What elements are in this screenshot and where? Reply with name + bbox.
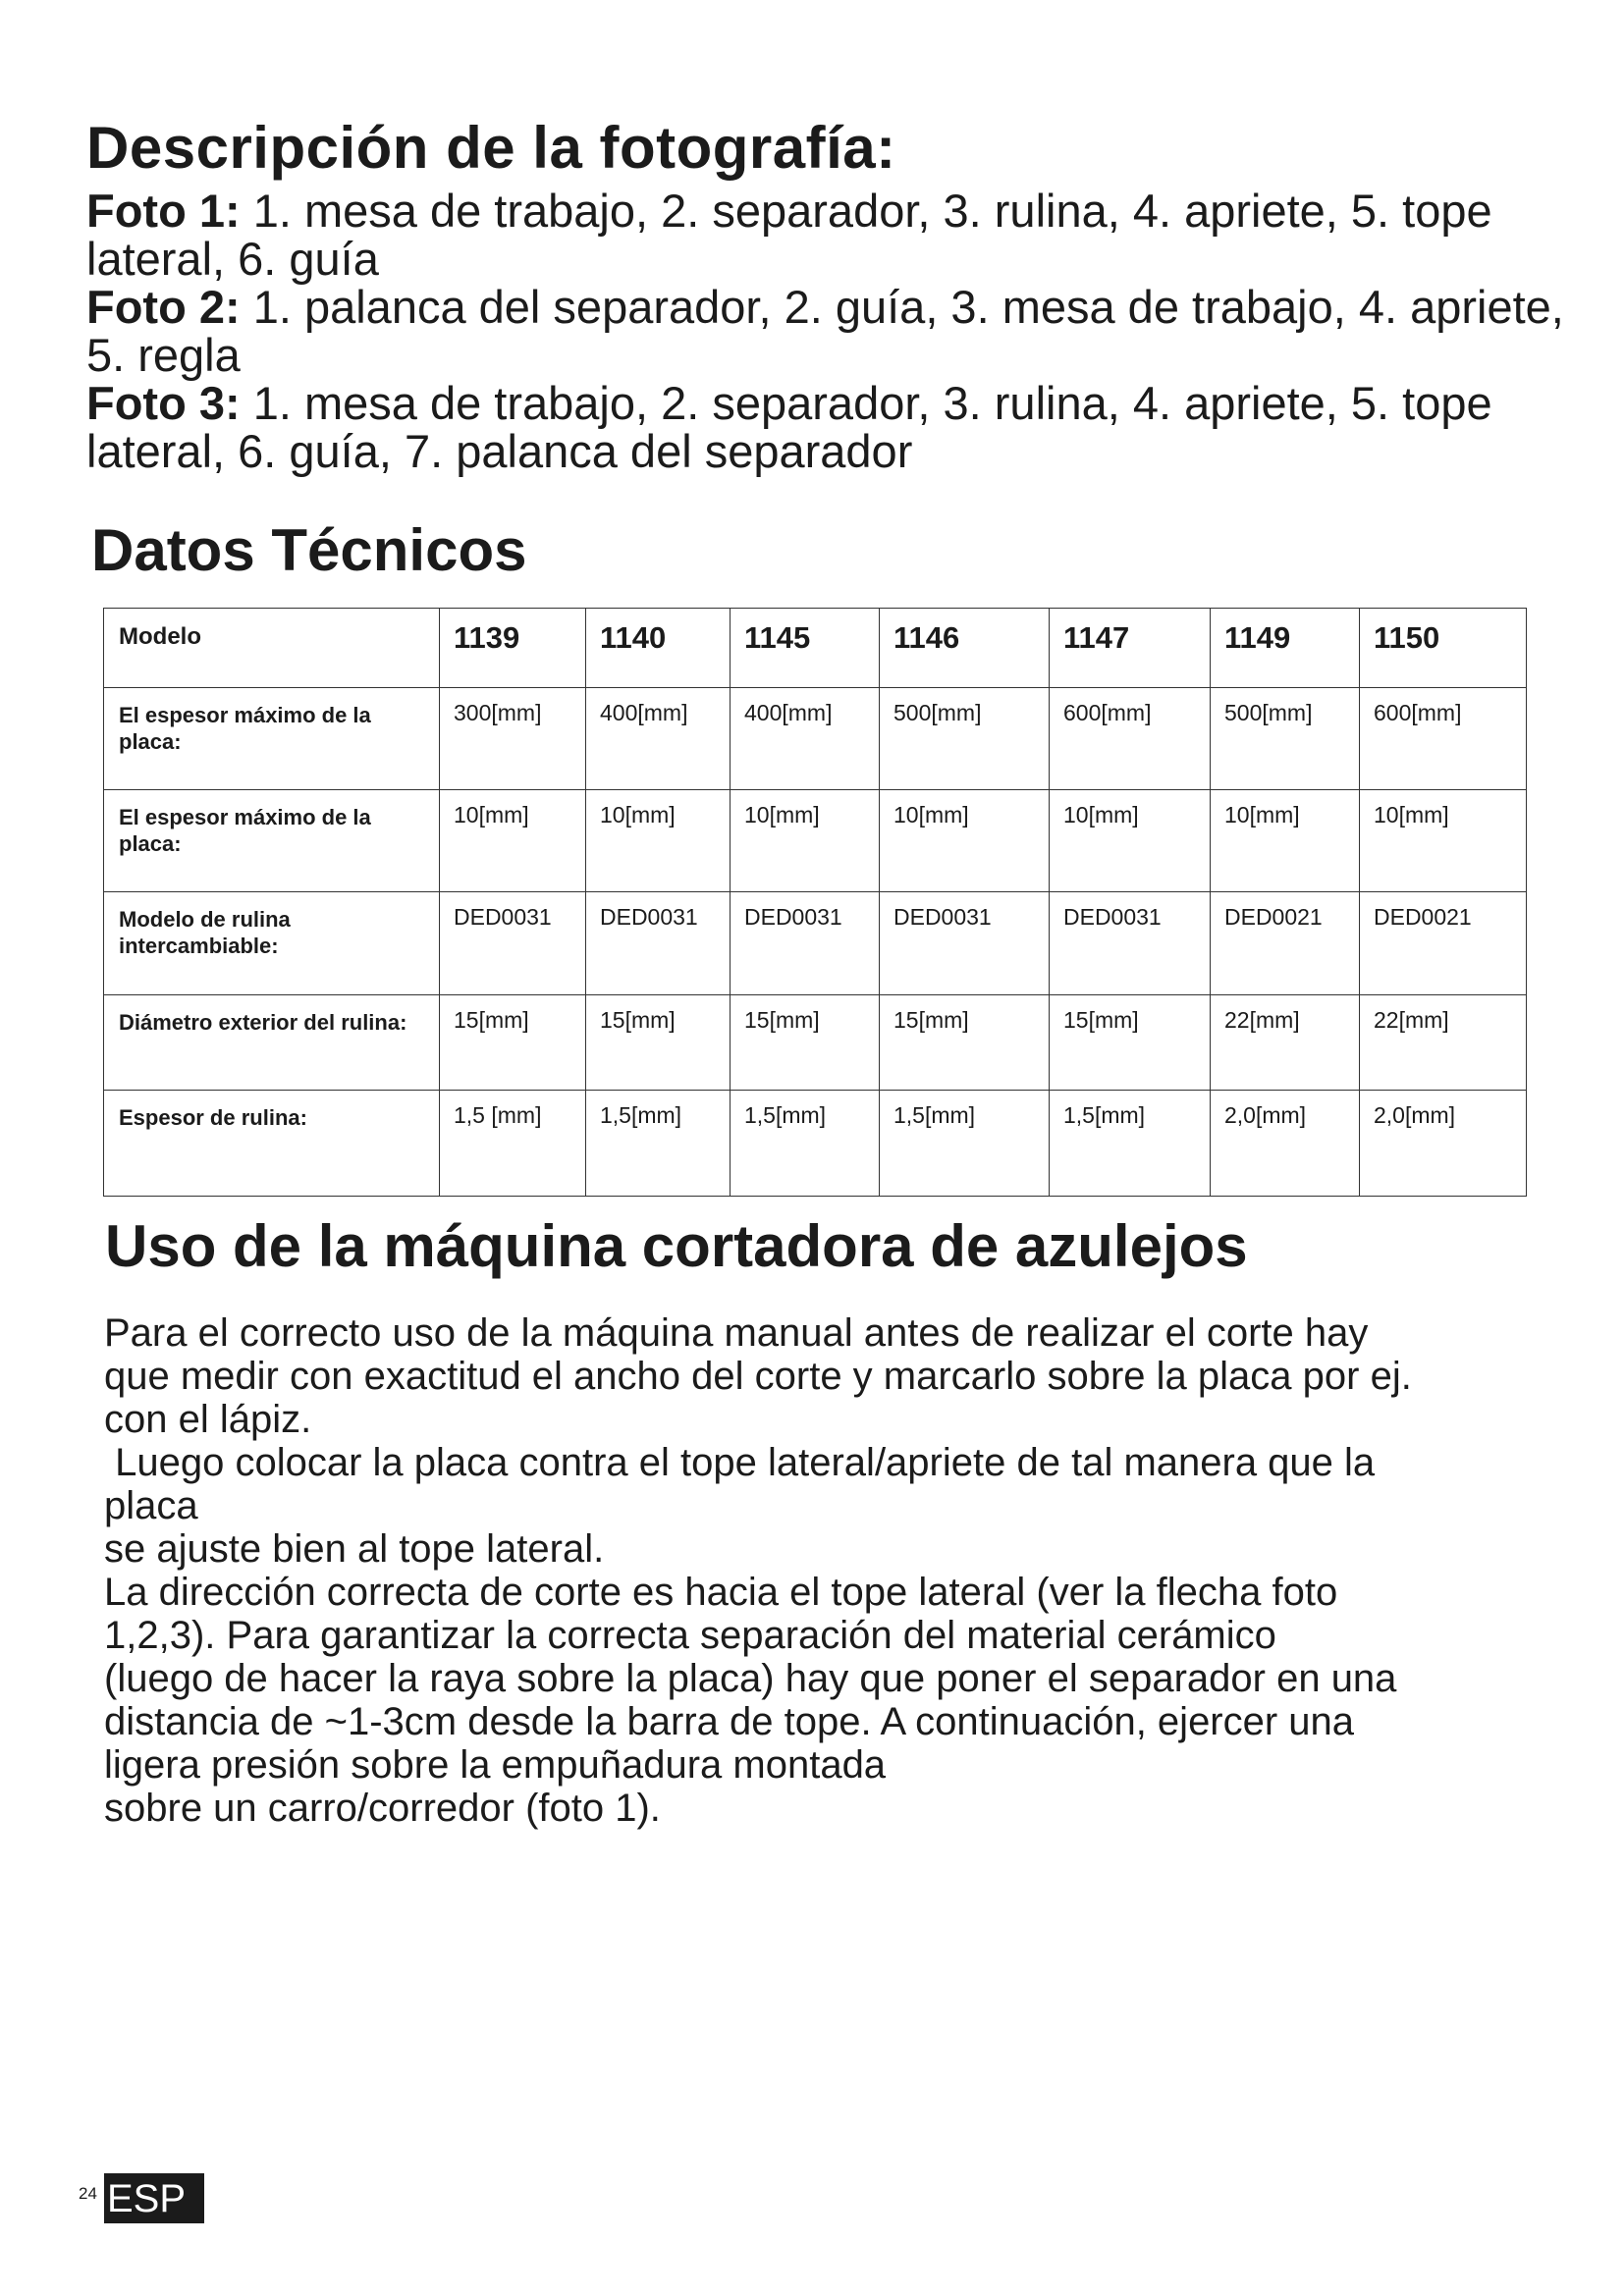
usage-line: 1,2,3). Para garantizar la correcta separación del material cerámico xyxy=(104,1614,1276,1657)
table-cell: 500[mm] xyxy=(880,688,1050,790)
table-cell: 22[mm] xyxy=(1211,995,1360,1091)
table-cell: 600[mm] xyxy=(1050,688,1211,790)
table-cell: 10[mm] xyxy=(1211,790,1360,892)
usage-line: ligera presión sobre la empuñadura montada xyxy=(104,1743,887,1787)
table-cell: 15[mm] xyxy=(1050,995,1211,1091)
table-row xyxy=(104,1091,1527,1197)
photo-description-title: Descripción de la fotografía: xyxy=(86,115,896,181)
table-cell: 300[mm] xyxy=(440,688,586,790)
page-number: 24 xyxy=(79,2184,97,2203)
table-cell: 15[mm] xyxy=(731,995,880,1091)
table-cell: 600[mm] xyxy=(1360,688,1527,790)
table-cell: DED0031 xyxy=(880,892,1050,995)
table-cell: 15[mm] xyxy=(586,995,731,1091)
row-label: Modelo de rulina intercambiable: xyxy=(104,892,440,995)
row-label: El espesor máximo de la placa: xyxy=(104,688,440,790)
model-cell: 1149 xyxy=(1211,609,1360,688)
usage-line: Luego colocar la placa contra el tope lateral/apriete de tal manera que la xyxy=(104,1441,1376,1484)
photo-line xyxy=(86,283,1598,331)
tech-data-title: Datos Técnicos xyxy=(91,517,527,583)
photo-text: lateral, 6. guía xyxy=(86,233,379,285)
table-cell: 10[mm] xyxy=(731,790,880,892)
table-cell: DED0031 xyxy=(731,892,880,995)
table-cell: 2,0[mm] xyxy=(1360,1091,1527,1197)
photo-description xyxy=(86,187,1598,475)
table-row xyxy=(104,995,1527,1091)
model-header-label: Modelo xyxy=(104,609,440,688)
usage-line: (luego de hacer la raya sobre la placa) hay que poner el separador en una xyxy=(104,1657,1397,1700)
table-cell: 1,5 [mm] xyxy=(440,1091,586,1197)
usage-line: distancia de ~1-3cm desde la barra de tope. A continuación, ejercer una xyxy=(104,1700,1355,1743)
table-cell: 10[mm] xyxy=(1360,790,1527,892)
table-cell: 10[mm] xyxy=(1050,790,1211,892)
table-cell: 22[mm] xyxy=(1360,995,1527,1091)
table-cell: DED0021 xyxy=(1211,892,1360,995)
usage-line: Para el correcto uso de la máquina manual antes de realizar el corte hay xyxy=(104,1311,1369,1355)
usage-title: Uso de la máquina cortadora de azulejos xyxy=(105,1213,1248,1279)
table-cell: 400[mm] xyxy=(586,688,731,790)
table-cell: 1,5[mm] xyxy=(586,1091,731,1197)
usage-line: sobre un carro/corredor (foto 1). xyxy=(104,1787,661,1830)
table-cell: 10[mm] xyxy=(440,790,586,892)
table-cell: 15[mm] xyxy=(440,995,586,1091)
table-row xyxy=(104,892,1527,995)
table-row xyxy=(104,790,1527,892)
usage-text xyxy=(104,1311,1547,1830)
table-header-row xyxy=(104,609,1527,688)
model-cell: 1147 xyxy=(1050,609,1211,688)
photo-line xyxy=(86,235,1598,283)
table-cell: DED0021 xyxy=(1360,892,1527,995)
table-cell: DED0031 xyxy=(586,892,731,995)
usage-line: se ajuste bien al tope lateral. xyxy=(104,1527,605,1571)
photo-text: 1. mesa de trabajo, 2. separador, 3. rulina, 4. apriete, 5. tope xyxy=(240,185,1492,237)
usage-line: con el lápiz. xyxy=(104,1398,312,1441)
table-cell: 1,5[mm] xyxy=(1050,1091,1211,1197)
photo-line xyxy=(86,379,1598,427)
language-badge: ESP xyxy=(104,2173,204,2223)
model-cell: 1150 xyxy=(1360,609,1527,688)
model-cell: 1139 xyxy=(440,609,586,688)
photo-line xyxy=(86,427,1598,475)
table-cell: 1,5[mm] xyxy=(880,1091,1050,1197)
table-cell: 1,5[mm] xyxy=(731,1091,880,1197)
model-cell: 1146 xyxy=(880,609,1050,688)
model-cell: 1145 xyxy=(731,609,880,688)
usage-line: que medir con exactitud el ancho del corte y marcarlo sobre la placa por ej. xyxy=(104,1355,1412,1398)
photo-text: 1. mesa de trabajo, 2. separador, 3. rulina, 4. apriete, 5. tope xyxy=(240,377,1492,429)
table-cell: DED0031 xyxy=(440,892,586,995)
photo-line xyxy=(86,331,1598,379)
usage-line: La dirección correcta de corte es hacia el tope lateral (ver la flecha foto xyxy=(104,1571,1338,1614)
table-cell: 500[mm] xyxy=(1211,688,1360,790)
usage-line: placa xyxy=(104,1484,198,1527)
photo-line xyxy=(86,187,1598,235)
photo-text: 5. regla xyxy=(86,329,241,381)
table-cell: DED0031 xyxy=(1050,892,1211,995)
photo-text: lateral, 6. guía, 7. palanca del separador xyxy=(86,425,913,477)
row-label: Espesor de rulina: xyxy=(104,1091,440,1197)
row-label: Diámetro exterior del rulina: xyxy=(104,995,440,1091)
table-cell: 10[mm] xyxy=(586,790,731,892)
table-cell: 400[mm] xyxy=(731,688,880,790)
table-cell: 15[mm] xyxy=(880,995,1050,1091)
model-cell: 1140 xyxy=(586,609,731,688)
photo-label: Foto 3: xyxy=(86,377,241,429)
table-row xyxy=(104,688,1527,790)
photo-text: 1. palanca del separador, 2. guía, 3. mesa de trabajo, 4. apriete, xyxy=(240,281,1564,333)
photo-label: Foto 2: xyxy=(86,281,241,333)
tech-data-table xyxy=(103,608,1527,1197)
table-cell: 10[mm] xyxy=(880,790,1050,892)
photo-label: Foto 1: xyxy=(86,185,241,237)
table-cell: 2,0[mm] xyxy=(1211,1091,1360,1197)
row-label: El espesor máximo de la placa: xyxy=(104,790,440,892)
